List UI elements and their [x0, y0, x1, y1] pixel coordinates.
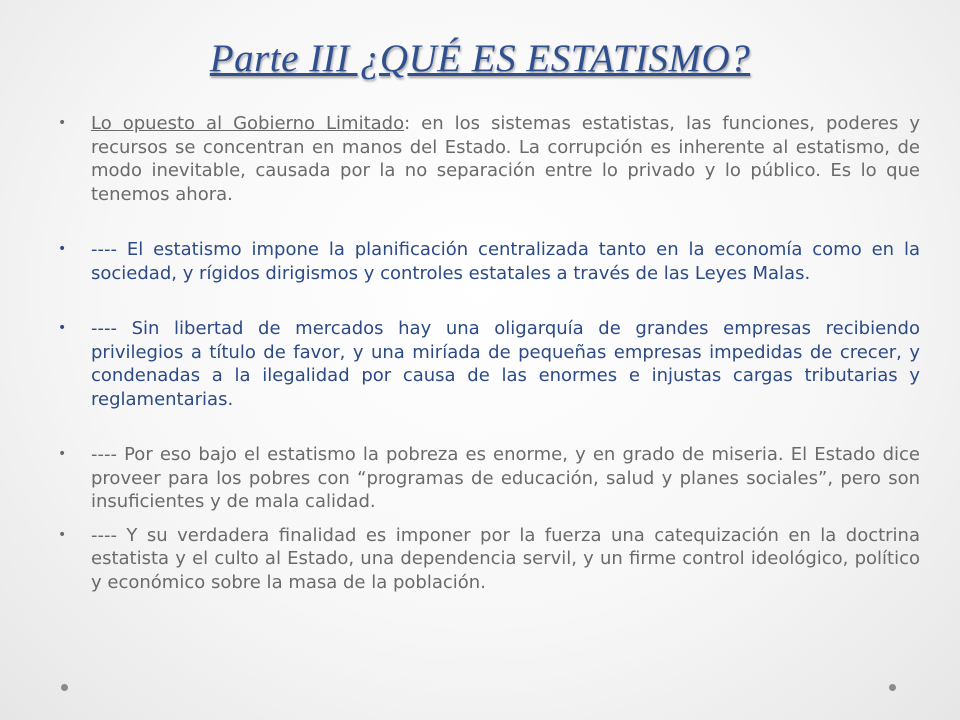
bullet-marker: • [58, 526, 67, 543]
bullet-marker: • [58, 446, 67, 462]
bullet-text: Sin libertad de mercados hay una oligarquía de grandes empresas recibiendo privilegios a título de favor, y una miríada de pequeñas empresas impedidas de crecer, y condenadas a la ilegalidad por causa de las enormes e injustas cargas tributarias y reglamentarias. [91, 318, 920, 410]
corner-dot-right [889, 684, 896, 691]
bullet-marker: • [58, 320, 67, 336]
bullet-text: Por eso bajo el estatismo la pobreza es enorme, y en grado de miseria. El Estado dice proveer para los pobres con “programas de educación, salud y planes sociales”, pero son insuficientes y de mala calidad. [91, 444, 920, 512]
bullet-list [58, 112, 920, 594]
bullet-lead: ---- [91, 524, 117, 546]
bullet-lead: ---- [91, 239, 117, 260]
bullet-marker: • [58, 241, 67, 257]
bullet-text: El estatismo impone la planificación centralizada tanto en la economía como en la sociedad, y rígidos dirigismos y controles estatales a través de las Leyes Malas. [91, 239, 920, 284]
bullet-lead: ---- [91, 444, 117, 465]
bullet-item-2 [58, 238, 920, 285]
bullet-item-4 [58, 443, 920, 514]
bullet-lead: ---- [91, 318, 117, 339]
corner-dot-left [61, 684, 68, 691]
bullet-item-3 [58, 317, 920, 411]
bullet-text: : en los sistemas estatistas, las funciones, poderes y recursos se concentran en manos del Estado. La corrupción es inherente al estatismo, de modo inevitable, causada por la no separación entre lo privado y lo público. Es lo que tenemos ahora. [91, 113, 920, 205]
slide-title: Parte III ¿QUÉ ES ESTATISMO? [209, 37, 751, 80]
bullet-marker: • [58, 115, 67, 131]
bullet-item-1 [58, 112, 920, 206]
bullet-text: Y su verdadera finalidad es imponer por la fuerza una catequización en la doctrina estatista y el culto al Estado, una dependencia servil, y un firme control ideológico, político y económico sobre la masa de la población. [91, 524, 920, 593]
bullet-item-5 [58, 524, 920, 595]
bullet-lead: Lo opuesto al Gobierno Limitado [91, 113, 405, 134]
